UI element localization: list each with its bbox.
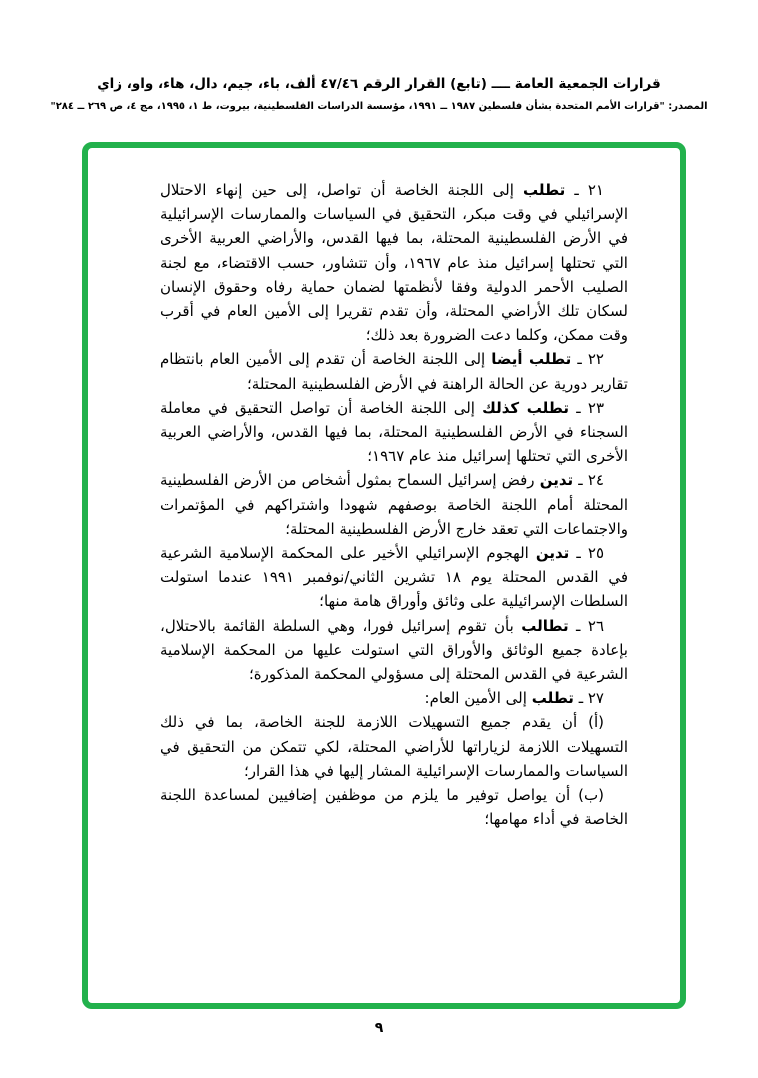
resolution-paragraph-21: ٢١ ـ تطلب إلى اللجنة الخاصة أن تواصل، إلى حين إنهاء الاحتلال الإسرائيلي في وقت مبكر، التحقيق في السياسات والممارسات الإسرائيلية في الأرض الفلسطينية المحتلة، بما فيها القدس، والأراضي العربية الأخرى التي تحتلها إسرائيل منذ عام ١٩٦٧، وأن تتشاور، حسب الاقتضاء، مع لجنة الصليب الأحمر الدولية وفقا لأنظمتها لضمان حماية رفاه وحقوق الإنسان لسكان تلك الأراضي المحتلة، وأن تقدم تقريرا إلى الأمين العام في أقرب وقت ممكن، وكلما دعت الضرورة بعد ذلك؛ xyxy=(160,181,628,345)
source-line: المصدر: "قرارات الأمم المتحدة بشأن فلسطين ١٩٨٧ ــ ١٩٩١، مؤسسة الدراسات الفلسطينية، بيروت، ط ١، ١٩٩٥، مج ٤، ص ٢٦٩ ــ ٢٨٤" xyxy=(50,101,708,112)
resolution-text xyxy=(160,178,628,831)
resolution-paragraph-27: ٢٧ ـ تطلب إلى الأمين العام: xyxy=(424,689,604,708)
subparagraph-27-b: (ب) أن يواصل توفير ما يلزم من موظفين إضافيين لمساعدة اللجنة الخاصة في أداء مهامها؛ xyxy=(160,786,628,829)
subparagraph-27-a: (أ) أن يقدم جميع التسهيلات اللازمة للجنة الخاصة، بما في ذلك التسهيلات اللازمة لزياراتها للأراضي المحتلة، لكي تتمكن من التحقيق في السياسات والممارسات الإسرائيلية المشار إليها في هذا القرار؛ xyxy=(160,713,628,780)
resolution-paragraph-26: ٢٦ ـ تطالب بأن تقوم إسرائيل فورا، وهي السلطة القائمة بالاحتلال، بإعادة جميع الوثائق والأوراق التي استولت عليها من المحكمة الإسلامية الشرعية في القدس المحتلة إلى مسؤولي المحكمة المذكورة؛ xyxy=(160,616,628,684)
green-frame xyxy=(82,142,686,1009)
resolution-paragraph-24: ٢٤ ـ تدين رفض إسرائيل السماح بمثول أشخاص من الأرض الفلسطينية المحتلة أمام اللجنة الخاصة بوصفهم شهودا واشتراكهم في المؤتمرات والاجتماعات التي تعقد خارج الأرض الفلسطينية المحتلة؛ xyxy=(160,471,628,538)
resolution-paragraph-23: ٢٣ ـ تطلب كذلك إلى اللجنة الخاصة أن تواصل التحقيق في معاملة السجناء في الأرض الفلسطينية المحتلة، بما فيها القدس، والأراضي العربية الأخرى التي تحتلها إسرائيل منذ عام ١٩٦٧؛ xyxy=(160,398,628,466)
resolution-paragraph-22: ٢٢ ـ تطلب أيضا إلى اللجنة الخاصة أن تقدم إلى الأمين العام بانتظام تقارير دورية عن الحالة الراهنة في الأرض الفلسطينية المحتلة؛ xyxy=(160,350,628,393)
document-title: قرارات الجمعية العامة ــــ (تابع) القرار الرقم ٤٧/٤٦ ألف، باء، جيم، دال، هاء، واو، زاي xyxy=(97,76,661,92)
page-number: ٩ xyxy=(374,1020,384,1036)
resolution-paragraph-25: ٢٥ ـ تدين الهجوم الإسرائيلي الأخير على المحكمة الإسلامية الشرعية في القدس المحتلة يوم ١٨ تشرين الثاني/نوفمبر ١٩٩١ عندما استولت السلطات الإسرائيلية على وثائق وأوراق هامة منها؛ xyxy=(160,544,628,611)
